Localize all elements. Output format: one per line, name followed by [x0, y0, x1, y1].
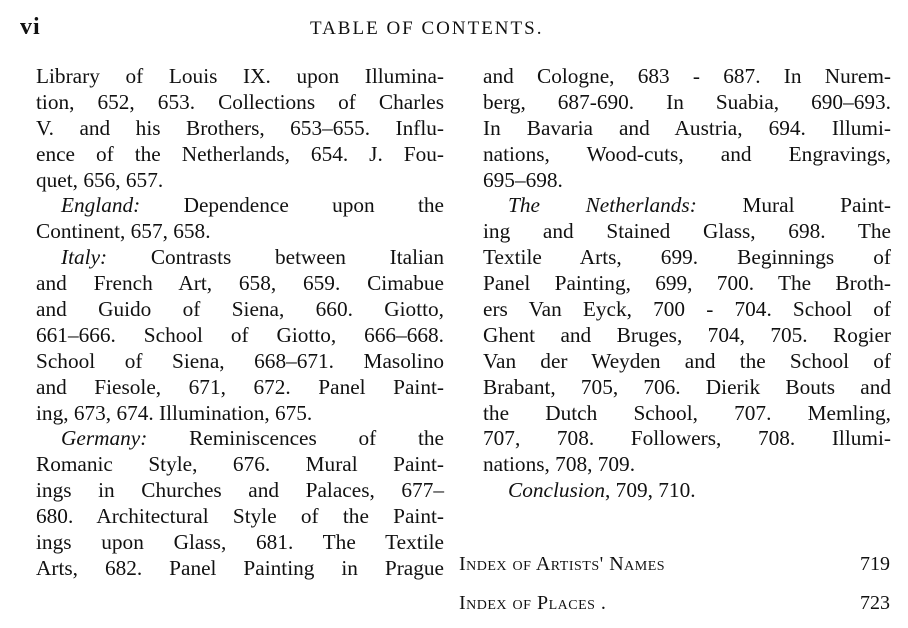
page-number: vi — [20, 14, 41, 40]
toc-line — [483, 193, 891, 219]
toc-line: Brabant, 705, 706. Dierik Bouts and — [483, 374, 891, 399]
toc-line-text: Reminiscences of the — [189, 426, 444, 451]
section-heading-germany: Germany: — [61, 426, 148, 451]
index-page: 719 — [860, 553, 890, 575]
toc-line: nations, Wood-cuts, and Engravings, — [483, 141, 891, 166]
toc-line: berg, 687-690. In Suabia, 690–693. — [483, 89, 891, 114]
toc-line — [36, 245, 444, 271]
toc-line: and Guido of Siena, 660. Giotto, — [36, 297, 444, 322]
toc-line: the Dutch School, 707. Memling, — [483, 400, 891, 425]
index-page: 723 — [860, 592, 890, 614]
toc-line: ing, 673, 674. Illumination, 675. — [36, 400, 313, 425]
toc-line: ings in Churches and Palaces, 677– — [36, 478, 444, 503]
left-column — [36, 64, 444, 582]
index-entry-artists — [459, 553, 890, 576]
toc-line — [36, 193, 444, 219]
right-column — [483, 64, 891, 504]
toc-line: Ghent and Bruges, 704, 705. Rogier — [483, 322, 891, 347]
toc-line: School of Siena, 668–671. Masolino — [36, 348, 444, 373]
toc-line: and French Art, 658, 659. Cimabue — [36, 271, 444, 296]
toc-line: V. and his Brothers, 653–655. Influ- — [36, 115, 444, 140]
toc-line — [483, 478, 891, 504]
toc-line: ing and Stained Glass, 698. The — [483, 219, 891, 244]
toc-line: and Fiesole, 671, 672. Panel Paint- — [36, 374, 444, 399]
toc-line-text: Contrasts between Italian — [150, 245, 445, 270]
toc-line: Library of Louis IX. upon Illumina- — [36, 64, 444, 88]
toc-line: quet, 656, 657. — [36, 167, 164, 192]
toc-line: Van der Weyden and the School of — [483, 348, 891, 373]
section-heading-conclusion: Conclusion — [508, 478, 606, 503]
toc-line: Continent, 657, 658. — [36, 219, 211, 244]
toc-line: tion, 652, 653. Collections of Charles — [36, 89, 444, 114]
toc-line: ence of the Netherlands, 654. J. Fou- — [36, 141, 444, 166]
section-heading-netherlands: The Netherlands: — [508, 193, 697, 218]
page-title: TABLE OF CONTENTS. — [310, 18, 544, 39]
index-label: Index of Places . — [459, 592, 607, 614]
toc-line: Romanic Style, 676. Mural Paint- — [36, 452, 444, 477]
toc-line — [36, 426, 444, 452]
toc-line: Textile Arts, 699. Beginnings of — [483, 245, 891, 270]
toc-line: Arts, 682. Panel Painting in Prague — [36, 555, 444, 580]
toc-line: In Bavaria and Austria, 694. Illumi- — [483, 115, 891, 140]
toc-line: ings upon Glass, 681. The Textile — [36, 530, 444, 555]
section-heading-italy: Italy: — [61, 245, 108, 270]
section-heading-england: England: — [61, 193, 141, 218]
toc-line: and Cologne, 683 - 687. In Nurem- — [483, 64, 891, 88]
toc-line: 661–666. School of Giotto, 666–668. — [36, 322, 444, 347]
toc-line: 695–698. — [483, 167, 563, 192]
index-entry-places — [459, 592, 890, 615]
toc-line-text: Dependence upon the — [183, 193, 444, 218]
toc-line: Panel Painting, 699, 700. The Broth- — [483, 271, 891, 296]
toc-line: ers Van Eyck, 700 - 704. School of — [483, 297, 891, 322]
index-label: Index of Artists' Names — [459, 553, 666, 575]
toc-line-text: , 709, 710. — [605, 478, 696, 503]
toc-line-text: Mural Paint- — [742, 193, 891, 218]
toc-line: 707, 708. Followers, 708. Illumi- — [483, 426, 891, 451]
toc-line: nations, 708, 709. — [483, 452, 636, 477]
toc-line: 680. Architectural Style of the Paint- — [36, 504, 444, 529]
